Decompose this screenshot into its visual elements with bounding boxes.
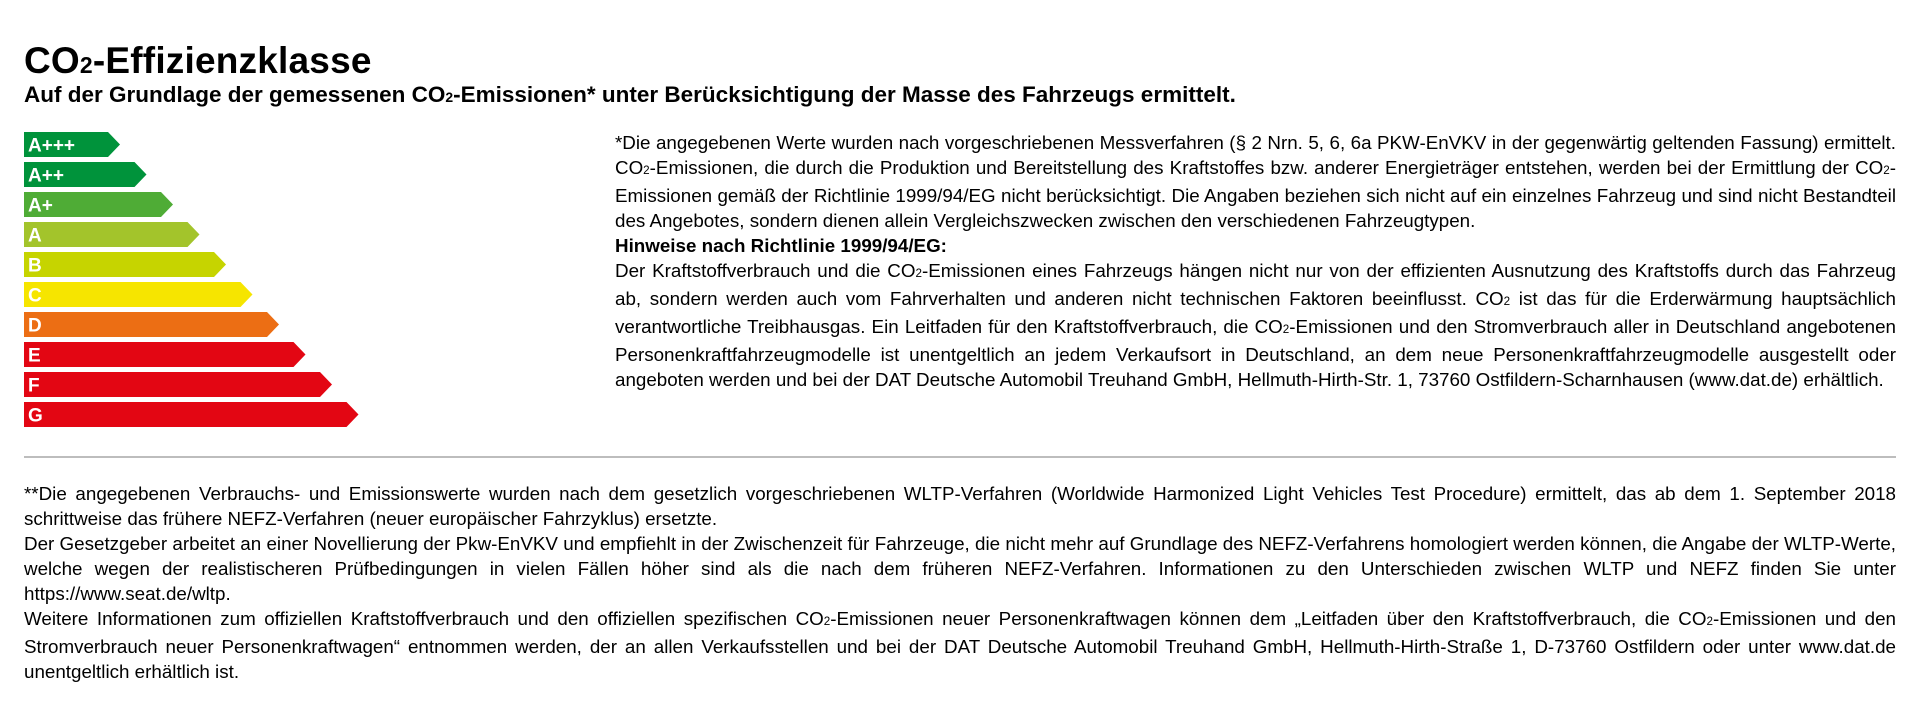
section-divider xyxy=(24,456,1896,458)
co2-subscript: 2 xyxy=(1706,615,1713,628)
efficiency-class-label: C xyxy=(28,285,42,307)
further-info-text: -Emissionen neuer Personenkraftwagen können dem „Leitfaden über den Kraftstoffverbrauch, die CO xyxy=(830,608,1707,629)
title-prefix: CO xyxy=(24,40,80,81)
efficiency-class-aplusplusplus xyxy=(24,132,120,157)
subtitle-prefix: Auf der Grundlage der gemessenen CO xyxy=(24,82,446,107)
efficiency-class-arrow xyxy=(24,342,306,367)
footnotes xyxy=(24,481,1896,684)
main-text xyxy=(615,130,1896,392)
co2-subscript: 2 xyxy=(1883,164,1890,177)
co2-subscript: 2 xyxy=(1282,323,1290,336)
further-info-note xyxy=(24,606,1896,684)
notes-text: -Emissionen und den Stromverbrauch aller in Deutschland angebotenen Personenkraftfahrzeugmodelle ist unentgeltlich an jedem Verkaufsort in Deutschland, an dem neue Personenkraftfahrzeugmodelle ausgestellt oder angeboten werden und bei der DAT Deutsche Automobil Treuhand GmbH, Hellmuth-Hirth-Str. 1, 73760 Ostfildern-Scharnhausen (www.dat.de) erhältlich. xyxy=(615,316,1896,390)
efficiency-class-d xyxy=(24,312,279,337)
further-info-text: Weitere Informationen zum offiziellen Kraftstoffverbrauch und den offiziellen spezifischen CO xyxy=(24,608,824,629)
notes-text: -Emissionen eines Fahrzeugs hängen nicht nur von der effizienten Ausnutzung des Kraftstoffs durch das Fahrzeug ab, sondern werden auch vom Fahrverhalten und anderen nicht technischen Faktoren beeinflusst. CO xyxy=(615,260,1896,309)
efficiency-class-b xyxy=(24,252,226,277)
efficiency-class-label: A+ xyxy=(28,195,53,217)
efficiency-class-c xyxy=(24,282,253,307)
wltp-footnote: **Die angegebenen Verbrauchs- und Emissionswerte wurden nach dem gesetzlich vorgeschriebenen WLTP-Verfahren (Worldwide Harmonized Light Vehicles Test Procedure) ermittelt, das ab dem 1. September 2018 schrittweise das frühere NEFZ-Verfahren (neuer europäischer Fahrzyklus) ersetzte. xyxy=(24,483,1896,529)
efficiency-scale-graphic xyxy=(24,132,364,432)
title-subscript: 2 xyxy=(79,52,93,78)
efficiency-class-label: F xyxy=(28,375,40,397)
efficiency-class-label: A+++ xyxy=(28,135,76,157)
efficiency-class-arrow xyxy=(24,402,359,427)
efficiency-scale xyxy=(24,132,364,432)
efficiency-class-a xyxy=(24,222,200,247)
efficiency-class-e xyxy=(24,342,306,367)
efficiency-class-arrow xyxy=(24,312,279,337)
efficiency-class-label: D xyxy=(28,315,42,337)
notes-text: ist das für die Erderwärmung hauptsächlich verantwortliche Treibhausgas. Ein Leitfaden für den Kraftstoffverbrauch, die CO xyxy=(615,288,1896,337)
efficiency-class-g xyxy=(24,402,359,427)
co2-subscript: 2 xyxy=(643,164,650,177)
intro-paragraph xyxy=(615,130,1896,233)
page-subtitle xyxy=(24,80,1236,112)
title-suffix: -Effizienzklasse xyxy=(92,40,372,81)
efficiency-class-arrow xyxy=(24,372,332,397)
efficiency-class-label: A xyxy=(28,225,42,247)
intro-text: *Die angegebenen Werte wurden nach vorgeschriebenen Messverfahren (§ 2 Nrn. 5, 6, 6a PKW-EnVKV in der gegenwärtig geltenden Fassung) ermittelt. CO xyxy=(615,132,1896,178)
efficiency-class-arrow xyxy=(24,282,253,307)
notes-heading: Hinweise nach Richtlinie 1999/94/EG: xyxy=(615,235,947,256)
subtitle-subscript: 2 xyxy=(445,89,454,105)
co2-subscript: 2 xyxy=(823,615,831,628)
intro-text: -Emissionen gemäß der Richtlinie 1999/94/EG nicht berücksichtigt. Die Angaben beziehen sich nicht auf ein einzelnes Fahrzeug und sind nicht Bestandteil des Angebotes, sondern dienen allein Vergleichszwecken zwischen den verschiedenen Fahrzeugtypen. xyxy=(615,157,1896,231)
intro-text: -Emissionen, die durch die Produktion und Bereitstellung des Kraftstoffes bzw. anderer Energieträger entstehen, werden bei der Ermittlung der CO xyxy=(649,157,1884,178)
efficiency-class-aplusplus xyxy=(24,162,147,187)
co2-subscript: 2 xyxy=(915,267,922,280)
notes-paragraph xyxy=(615,258,1896,392)
notes-text: Der Kraftstoffverbrauch und die CO xyxy=(615,260,916,281)
efficiency-class-label: E xyxy=(28,345,41,367)
efficiency-class-arrow xyxy=(24,252,226,277)
legislator-note: Der Gesetzgeber arbeitet an einer Novellierung der Pkw-EnVKV und empfiehlt in der Zwischenzeit für Fahrzeuge, die nicht mehr auf Grundlage des NEFZ-Verfahrens homologiert werden können, die Angabe der WLTP-Werte, welche wegen der realistischeren Prüfbedingungen in vielen Fällen höher sind als die nach dem früheren NEFZ-Verfahren. Informationen zu den Unterschieden zwischen WLTP und NEFZ finden Sie unter https://www.seat.de/wltp. xyxy=(24,533,1896,604)
efficiency-class-aplus xyxy=(24,192,173,217)
efficiency-class-label: A++ xyxy=(28,165,64,187)
subtitle-suffix: -Emissionen* unter Berücksichtigung der Masse des Fahrzeugs ermittelt. xyxy=(453,82,1236,107)
efficiency-class-arrow xyxy=(24,222,200,247)
efficiency-class-label: G xyxy=(28,405,43,427)
co2-subscript: 2 xyxy=(1503,295,1511,308)
further-info-text: -Emissionen und den Stromverbrauch neuer Personenkraftwagen“ entnommen werden, der an allen Verkaufsstellen und bei der DAT Deutsche Automobil Treuhand GmbH, Hellmuth-Hirth-Straße 1, D-73760 Ostfildern oder unter www.dat.de unentgeltlich erhältlich ist. xyxy=(24,608,1896,682)
efficiency-class-f xyxy=(24,372,332,397)
efficiency-class-label: B xyxy=(28,255,42,277)
